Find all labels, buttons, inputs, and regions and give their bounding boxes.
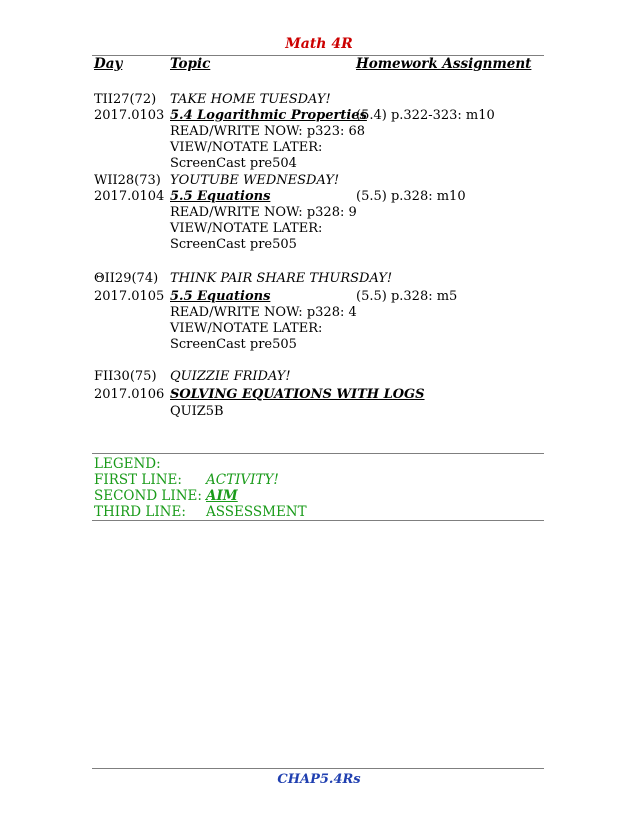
detail-line: VIEW/NOTATE LATER:	[170, 221, 323, 236]
column-header-homework: Homework Assignment	[356, 56, 532, 72]
footer-rule	[92, 768, 544, 769]
legend-value-aim: AIM	[206, 488, 238, 504]
day-code: TII27(72)	[94, 92, 157, 107]
detail-line: READ/WRITE NOW: p323: 68	[170, 124, 366, 139]
detail-line: ScreenCast pre505	[170, 237, 297, 252]
footer-label: CHAP5.4Rs	[277, 772, 361, 787]
page-title: Math 4R	[285, 36, 353, 52]
legend-bottom-rule	[92, 520, 544, 521]
column-header-day: Day	[94, 56, 123, 72]
homework-assignment: (5.5) p.328: m5	[356, 289, 458, 304]
day-date: 2017.0105	[94, 289, 165, 304]
day-code: WII28(73)	[94, 173, 161, 188]
activity-line: TAKE HOME TUESDAY!	[170, 92, 331, 107]
activity-line: QUIZZIE FRIDAY!	[170, 369, 291, 384]
detail-line: VIEW/NOTATE LATER:	[170, 321, 323, 336]
legend-value-assessment: ASSESSMENT	[206, 504, 307, 520]
column-header-topic: Topic	[170, 56, 211, 72]
day-date: 2017.0106	[94, 387, 165, 402]
activity-line: THINK PAIR SHARE THURSDAY!	[170, 271, 393, 286]
aim-line: 5.5 Equations	[170, 289, 271, 304]
activity-line: YOUTUBE WEDNESDAY!	[170, 173, 340, 188]
aim-line: SOLVING EQUATIONS WITH LOGS	[170, 387, 425, 402]
legend-label: SECOND LINE:	[94, 488, 202, 504]
detail-line: QUIZ5B	[170, 404, 224, 419]
aim-line: 5.5 Equations	[170, 189, 271, 204]
legend-top-rule	[92, 453, 544, 454]
aim-line: 5.4 Logarithmic Properties	[170, 108, 367, 123]
day-date: 2017.0103	[94, 108, 165, 123]
homework-assignment: (5.4) p.322-323: m10	[356, 108, 495, 123]
legend-label: FIRST LINE:	[94, 472, 182, 488]
legend-value-activity: ACTIVITY!	[206, 472, 279, 488]
homework-assignment: (5.5) p.328: m10	[356, 189, 466, 204]
detail-line: ScreenCast pre504	[170, 156, 297, 171]
legend-heading: LEGEND:	[94, 456, 161, 472]
day-date: 2017.0104	[94, 189, 165, 204]
detail-line: ScreenCast pre505	[170, 337, 297, 352]
detail-line: VIEW/NOTATE LATER:	[170, 140, 323, 155]
detail-line: READ/WRITE NOW: p328: 4	[170, 305, 357, 320]
detail-line: READ/WRITE NOW: p328: 9	[170, 205, 357, 220]
day-code: ΘII29(74)	[94, 271, 159, 286]
legend-label: THIRD LINE:	[94, 504, 186, 520]
day-code: FII30(75)	[94, 369, 157, 384]
